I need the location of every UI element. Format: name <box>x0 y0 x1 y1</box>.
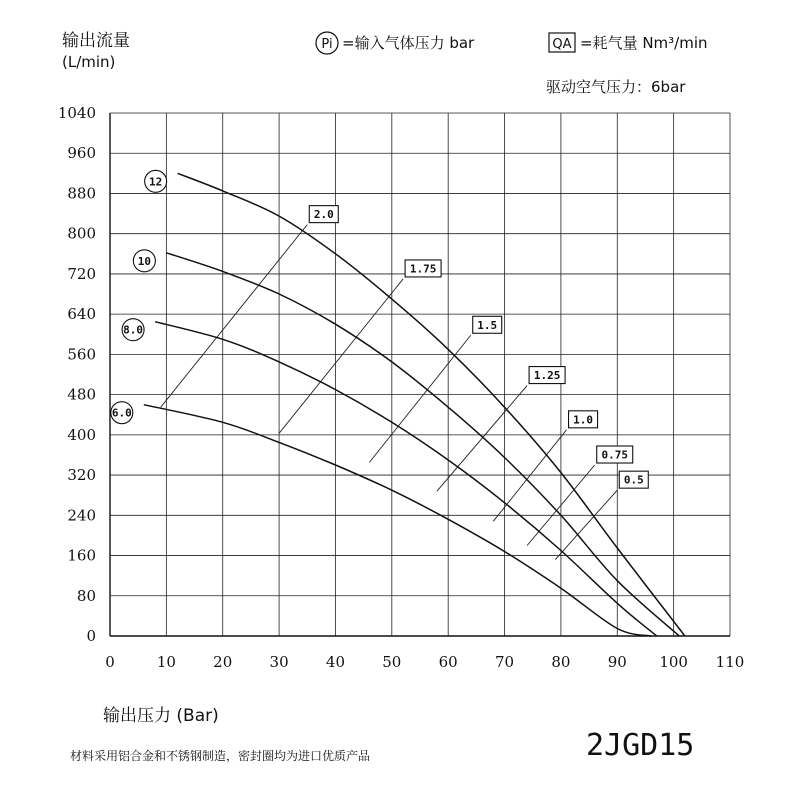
drive-pressure-text: 驱动空气压力：6bar <box>546 78 686 96</box>
qa-legend-text: =耗气量 Nm³/min <box>580 34 708 52</box>
air-consumption-label: 1.5 <box>477 318 498 332</box>
series-label: 6.0 <box>111 406 132 420</box>
air-consumption-label: 1.75 <box>409 262 437 276</box>
series-line <box>155 322 657 636</box>
model-number: 2JGD15 <box>586 728 695 763</box>
y-tick-label: 320 <box>67 466 96 485</box>
x-tick-label: 50 <box>382 653 402 671</box>
x-axis-label: 输出压力 (Bar) <box>103 706 219 726</box>
x-tick-label: 80 <box>551 653 571 671</box>
y-tick-label: 880 <box>67 184 96 203</box>
y-tick-label: 1040 <box>57 104 96 122</box>
air-consumption-label: 0.75 <box>601 448 628 462</box>
air-consumption-line <box>161 225 308 408</box>
qa-symbol: QA <box>552 37 572 52</box>
air-consumption-lines <box>161 225 618 560</box>
x-tick-label: 20 <box>213 653 233 671</box>
air-consumption-label: 1.0 <box>573 413 593 427</box>
y-tick-label: 240 <box>67 506 96 525</box>
x-tick-label: 90 <box>607 653 627 671</box>
x-tick-label: 100 <box>659 653 688 671</box>
y-tick-label: 80 <box>76 586 96 605</box>
air-consumption-label: 2.0 <box>313 208 334 222</box>
y-tick-label: 0 <box>86 627 96 645</box>
series-label: 12 <box>149 175 163 189</box>
y-tick-label: 640 <box>67 305 96 324</box>
pi-symbol: Pi <box>321 37 333 52</box>
x-tick-label: 60 <box>438 653 458 671</box>
air-consumption-label: 0.5 <box>623 473 644 487</box>
pi-legend-text: =输入气体压力 bar <box>342 34 475 52</box>
x-tick-label: 0 <box>105 653 115 671</box>
x-tick-label: 110 <box>715 653 745 671</box>
y-axis-unit: (L/min) <box>62 53 116 71</box>
x-tick-label: 40 <box>325 653 346 671</box>
chart-annotations <box>111 170 648 488</box>
y-tick-label: 800 <box>67 224 96 243</box>
series-line <box>178 173 685 636</box>
chart-grid <box>110 113 730 636</box>
y-axis-label: 输出流量 <box>62 31 130 51</box>
material-note: 材料采用铝合金和不锈钢制造，密封圈均为进口优质产品 <box>70 749 371 763</box>
y-tick-label: 480 <box>67 385 96 404</box>
y-tick-label: 400 <box>67 425 96 444</box>
x-tick-label: 70 <box>494 653 515 671</box>
y-tick-label: 720 <box>67 264 96 283</box>
air-consumption-label: 1.25 <box>533 369 561 383</box>
series-label: 8.0 <box>123 323 144 337</box>
y-tick-label: 160 <box>67 546 96 565</box>
x-tick-label: 10 <box>156 653 176 671</box>
y-tick-label: 560 <box>67 345 96 364</box>
series-label: 10 <box>137 254 151 268</box>
series-line <box>144 405 651 636</box>
y-tick-label: 960 <box>67 144 96 163</box>
x-tick-label: 30 <box>269 653 289 671</box>
series-line <box>166 253 679 636</box>
chart-series <box>144 173 685 636</box>
